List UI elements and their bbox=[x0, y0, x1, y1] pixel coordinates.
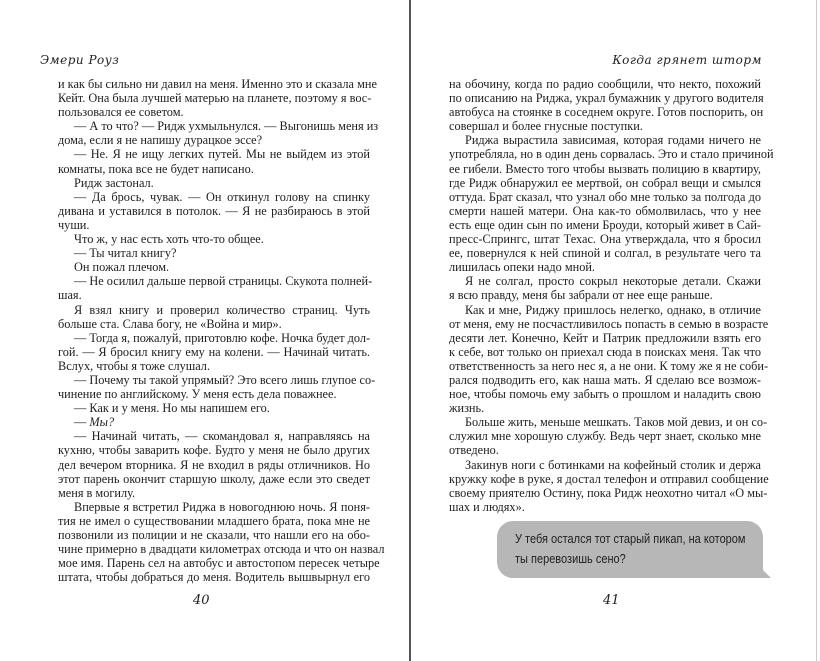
text-line: к себе, вот только он приехал сюда в поисках меня. Так что bbox=[449, 344, 761, 359]
book-gutter bbox=[409, 0, 411, 661]
running-head-title: Когда грянет шторм bbox=[612, 53, 762, 67]
text-line: — Не. Я не ищу легких путей. Мы не выйдем из этой bbox=[74, 147, 370, 162]
text-line: пресс-Спрингс, штат Техас. Она утверждала, что я бросил bbox=[449, 232, 761, 247]
text-line: и как бы сильно ни давил на меня. Именно это и сказала мне bbox=[58, 77, 377, 91]
text-line: комнаты, пока все не будет написано. bbox=[58, 161, 254, 176]
text-line: служил мне хорошую службу. Ведь черт знает, сколько мне bbox=[449, 429, 761, 444]
text-line: — Мы? bbox=[74, 415, 115, 430]
text-line: употребляла, но в один день сорвалась. Это и стало причиной bbox=[449, 147, 774, 162]
text-line: шах и людях». bbox=[449, 499, 525, 514]
text-line: я всю правду, меня бы забрали от нее еще раньше. bbox=[449, 288, 713, 303]
text-line: кухню, чтобы заварить кофе. Будто у меня не было других bbox=[58, 443, 370, 458]
text-line: рался подводить его, как наша мать. Я сделаю все возмож- bbox=[449, 372, 761, 387]
text-line: чуши. bbox=[58, 217, 90, 232]
text-line: от меня, ему не посчастливилось попасть в семью в возрасте bbox=[449, 316, 769, 331]
text-line: — Да брось, чувак. — Он откинул голову на спинку bbox=[74, 189, 370, 204]
text-line: штата, чтобы добраться до меня. Водитель вышвырнул его bbox=[58, 570, 370, 585]
message-line: У тебя остался тот старый пикап, на котором bbox=[515, 532, 746, 546]
text-line: гой. — Я бросил книгу ему на колени. — Начинай читать. bbox=[58, 344, 370, 359]
text-line: Закинув ноги с ботинками на кофейный столик и держа bbox=[465, 457, 761, 472]
text-line: где Ридж обнаружил ее мертвой, он собрал вещи и смылся bbox=[449, 175, 761, 190]
text-line: смерти нашей матери. Она как-то обмолвилась, что у нее bbox=[449, 203, 761, 218]
text-line: — Ты читал книгу? bbox=[74, 246, 177, 261]
message-line: ты перевозишь сено? bbox=[515, 552, 626, 566]
text-line: отведено. bbox=[449, 443, 499, 458]
text-line: ее гибели. Вместо того чтобы вызвать полицию в квартиру, bbox=[449, 161, 761, 176]
text-line: лишилась опеки надо мной. bbox=[449, 260, 596, 275]
text-line: позвонили из полиции и не сказали, что нашли его на обо- bbox=[58, 528, 370, 542]
text-line: мое имя. Парень сел на автобус и автостопом пересек четыре bbox=[58, 556, 380, 571]
page-edge bbox=[816, 0, 817, 661]
running-head-author: Эмери Роуз bbox=[40, 53, 120, 67]
text-line: Он пожал плечом. bbox=[74, 260, 170, 275]
text-message-bubble bbox=[497, 521, 763, 578]
text-line: кружку кофе в руке, я достал телефон и отправил сообщение bbox=[449, 471, 769, 486]
text-line: меня в могилу. bbox=[58, 485, 136, 500]
text-line: — Как и у меня. Но мы напишем его. bbox=[74, 401, 270, 416]
text-line: Что ж, у нас есть хоть что-то общее. bbox=[74, 232, 264, 247]
text-line: Ридж застонал. bbox=[74, 175, 154, 190]
text-line: шая. bbox=[58, 288, 82, 303]
text-line: этот парень окончит старшую школу, даже если это сведет bbox=[58, 471, 370, 486]
text-line: чинение по английскому. У меня есть дела поважнее. bbox=[58, 387, 337, 402]
text-line: совершал и более гнусные поступки. bbox=[449, 119, 643, 134]
page-number-right: 41 bbox=[603, 593, 620, 608]
text-line: Я не солгал, просто сокрыл некоторые детали. Скажи bbox=[465, 274, 761, 289]
left-page-text bbox=[58, 77, 385, 585]
text-line: оттуда. Брат сказал, что узнал обо мне только за полгода до bbox=[449, 189, 761, 204]
text-line: — Начинай читать, — скомандовал я, направляясь на bbox=[74, 429, 370, 444]
message-text bbox=[515, 529, 753, 569]
text-line: больше ста. Слава богу, не «Война и мир». bbox=[58, 316, 282, 331]
text-line: Как и мне, Риджу пришлось нелегко, однако, в отличие bbox=[465, 302, 761, 317]
text-line: Впервые я встретил Риджа в новогоднюю ночь. Я поня- bbox=[74, 499, 370, 514]
right-page-text bbox=[449, 77, 774, 514]
text-line: дел вечером вторника. Я не входил в ряды отличников. Но bbox=[58, 457, 370, 472]
text-line: Больше жить, меньше мешкать. Таков мой девиз, и он со- bbox=[465, 415, 768, 430]
text-line: ее, повернулся к ней спиной и солгал, в результате чего та bbox=[449, 246, 761, 261]
text-line: Риджа вырастила зависимая, которая годами ничего не bbox=[465, 133, 761, 148]
bubble-tail bbox=[759, 566, 771, 578]
text-line: дивана и уставился в потолок. — Я не разбираюсь в этой bbox=[58, 203, 370, 218]
text-line: пользовался ее советом. bbox=[58, 105, 184, 120]
page-number-left: 40 bbox=[193, 593, 210, 608]
text-line: ответственность за него нес я, а не они. К тому же я не соби- bbox=[449, 358, 769, 373]
text-line: автобуса на стоянке в соседнем округе. Готов поспорить, он bbox=[449, 105, 764, 120]
text-line: Я взял книгу и проверил количество страниц. Чуть bbox=[74, 302, 370, 317]
text-line: тия не имел о существовании младшего брата, пока мне не bbox=[58, 513, 370, 528]
text-line: жизнь. bbox=[449, 401, 485, 416]
text-line: — Тогда я, пожалуй, приготовлю кофе. Ночка будет дол- bbox=[74, 330, 371, 345]
text-line: десяти лет. Конечно, Кейт и Патрик предложили взять его bbox=[449, 330, 761, 345]
text-line: Кейт. Она была лучшей матерью на планете, поэтому я вос- bbox=[58, 91, 372, 106]
text-line: на обочину, когда по радио сообщили, что некто, похожий bbox=[449, 77, 761, 91]
text-line: дома, если я не напишу дурацкое эссе? bbox=[58, 133, 263, 148]
text-line: — А то что? — Ридж ухмыльнулся. — Выгонишь меня из bbox=[74, 119, 379, 134]
text-line: Вслух, чтобы я тоже слушал. bbox=[58, 358, 211, 373]
text-line: ное, чтобы помочь ему забыть о прошлом и наладить свою bbox=[449, 387, 761, 402]
text-line: — Почему ты такой упрямый? Это всего лишь глупое со- bbox=[74, 372, 376, 387]
text-line: по описанию на Риджа, украл бумажник у другого водителя bbox=[449, 91, 764, 106]
text-line: — Не осилил дальше первой страницы. Скукота полней- bbox=[74, 274, 373, 289]
text-line: своему приятелю Остину, пока Ридж неохотно читал «О мы- bbox=[449, 485, 768, 500]
text-line: есть еще один сын по имени Броуди, который живет в Сай- bbox=[449, 217, 761, 232]
text-line: чине примерно в двадцати километрах отсюда и что он назвал bbox=[58, 542, 385, 557]
